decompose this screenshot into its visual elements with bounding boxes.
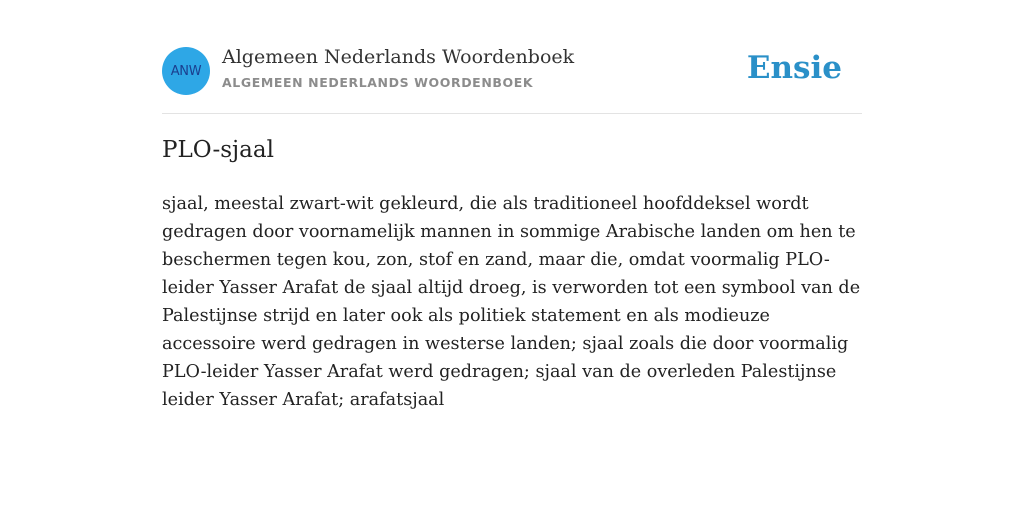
source-header (162, 30, 862, 114)
source-subtitle: ALGEMEEN NEDERLANDS WOORDENBOEK (222, 75, 534, 90)
entry-term: PLO-sjaal (162, 137, 274, 163)
anw-logo[interactable] (162, 47, 210, 95)
entry-card (162, 30, 862, 410)
anw-logo-text: ANW (170, 63, 202, 79)
source-title[interactable]: Algemeen Nederlands Woordenboek (222, 46, 575, 68)
ensie-brand-link[interactable]: Ensie (746, 50, 842, 86)
entry-definition: sjaal, meestal zwart-wit gekleurd, die als traditioneel hoofddeksel wordt gedragen door voornamelijk mannen in sommige Arabische landen om hen te beschermen tegen kou, zon, stof en zand, maar die, omdat voormalig PLO-leider Yasser Arafat de sjaal altijd droeg, is verworden tot een symbool van de Palestijnse strijd en later ook als politiek statement en als modieuze accessoire werd gedragen in westerse landen; sjaal zoals die door voormalig PLO-leider Yasser Arafat werd gedragen; sjaal van de overleden Palestijnse leider Yasser Arafat; arafatsjaal (162, 194, 861, 410)
